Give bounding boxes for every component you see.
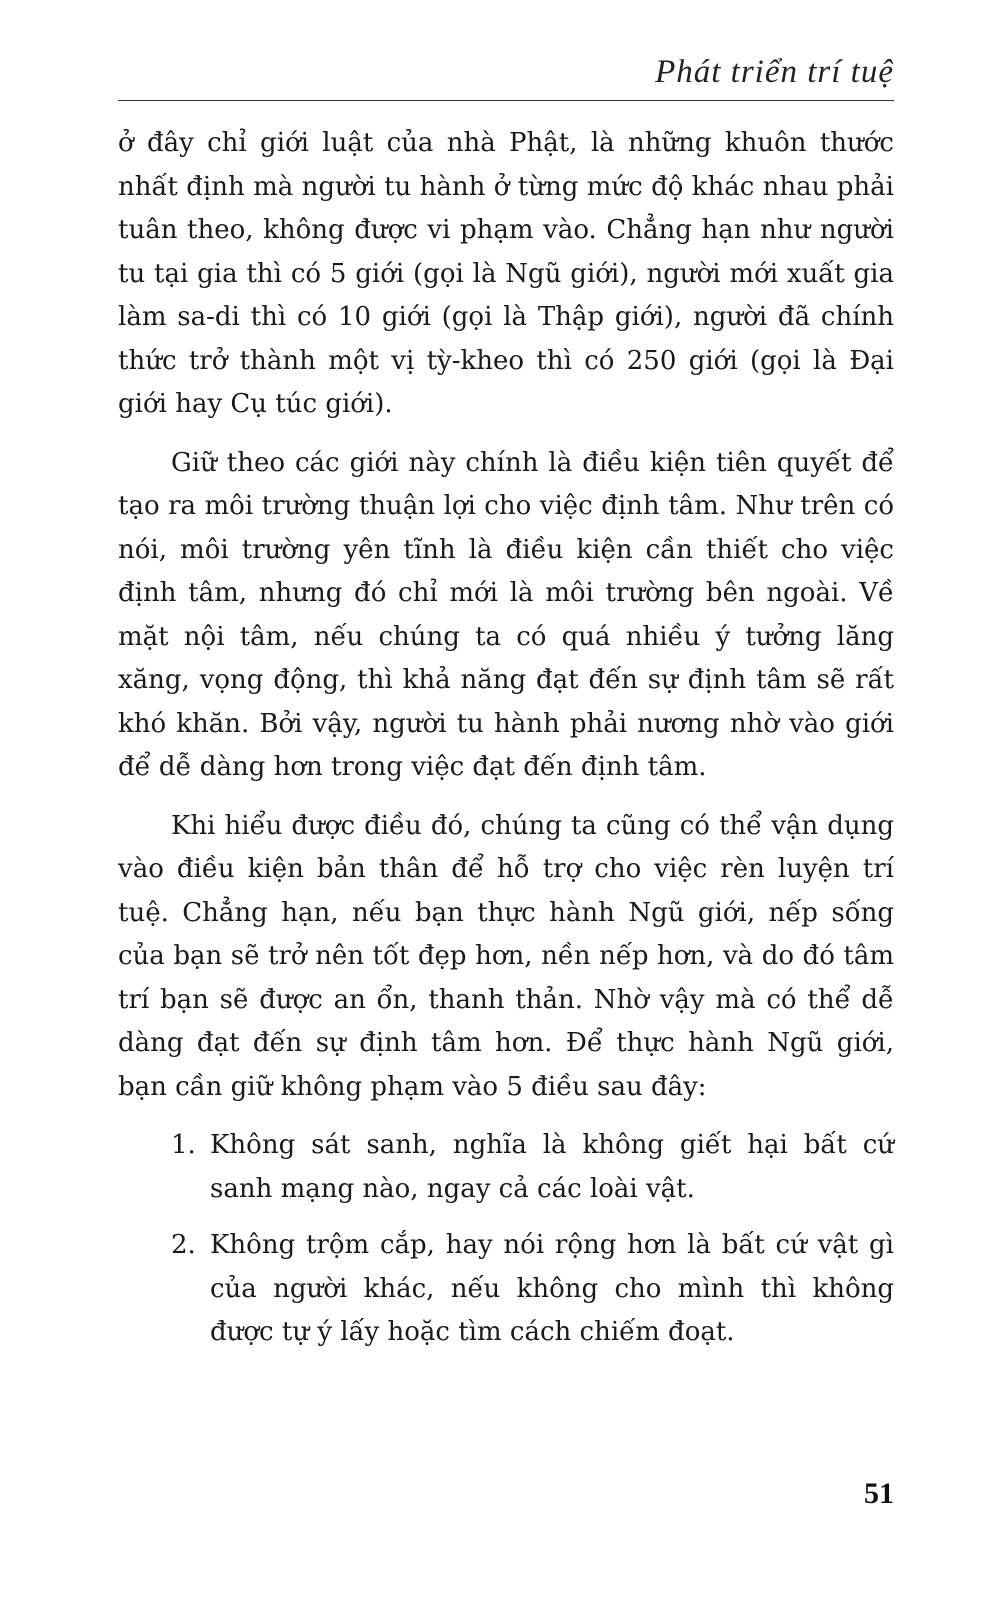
precept-text: Không trộm cắp, hay nói rộng hơn là bất cứ vật gì của người khác, nếu không cho mình thì không được tự ý lấy hoặc tìm cách chiếm đoạt. [210, 1230, 894, 1347]
paragraph: Khi hiểu được điều đó, chúng ta cũng có thể vận dụng vào điều kiện bản thân để hỗ trợ cho việc rèn luyện trí tuệ. Chẳng hạn, nếu bạn thực hành Ngũ giới, nếp sống của bạn sẽ trở nên tốt đẹp hơn, nền nếp hơn, và do đó tâm trí bạn sẽ được an ổn, thanh thản. Nhờ vậy mà có thể dễ dàng đạt đến sự định tâm hơn. Để thực hành Ngũ giới, bạn cần giữ không phạm vào 5 điều sau đây: [118, 810, 894, 1102]
paragraph-continued: ở đây chỉ giới luật của nhà Phật, là những khuôn thước nhất định mà người tu hành ở từng mức độ khác nhau phải tuân theo, không được vi phạm vào. Chẳng hạn như người tu tại gia thì có 5 giới (gọi là Ngũ giới), người mới xuất gia làm sa-di thì có 10 giới (gọi là Thập giới), người đã chính thức trở thành một vị tỳ-kheo thì có 250 giới (gọi là Đại giới hay Cụ túc giới). [118, 128, 894, 419]
precept-item [118, 1224, 894, 1355]
precept-number: 2. [171, 1230, 196, 1260]
running-header [118, 50, 894, 101]
precepts-list [118, 1124, 894, 1355]
precept-text: Không sát sanh, nghĩa là không giết hại bất cứ sanh mạng nào, ngay cả các loài vật. [210, 1130, 894, 1204]
page-number: 51 [864, 1477, 894, 1510]
precept-number: 1. [171, 1130, 196, 1160]
precept-item [118, 1124, 894, 1211]
body-text [118, 122, 894, 1368]
running-title: Phát triển trí tuệ [655, 54, 894, 90]
paragraph: Giữ theo các giới này chính là điều kiện tiên quyết để tạo ra môi trường thuận lợi cho việc định tâm. Như trên có nói, môi trường yên tĩnh là điều kiện cần thiết cho việc định tâm, nhưng đó chỉ mới là môi trường bên ngoài. Về mặt nội tâm, nếu chúng ta có quá nhiều ý tưởng lăng xăng, vọng động, thì khả năng đạt đến sự định tâm sẽ rất khó khăn. Bởi vậy, người tu hành phải nương nhờ vào giới để dễ dàng hơn trong việc đạt đến định tâm. [118, 447, 894, 782]
